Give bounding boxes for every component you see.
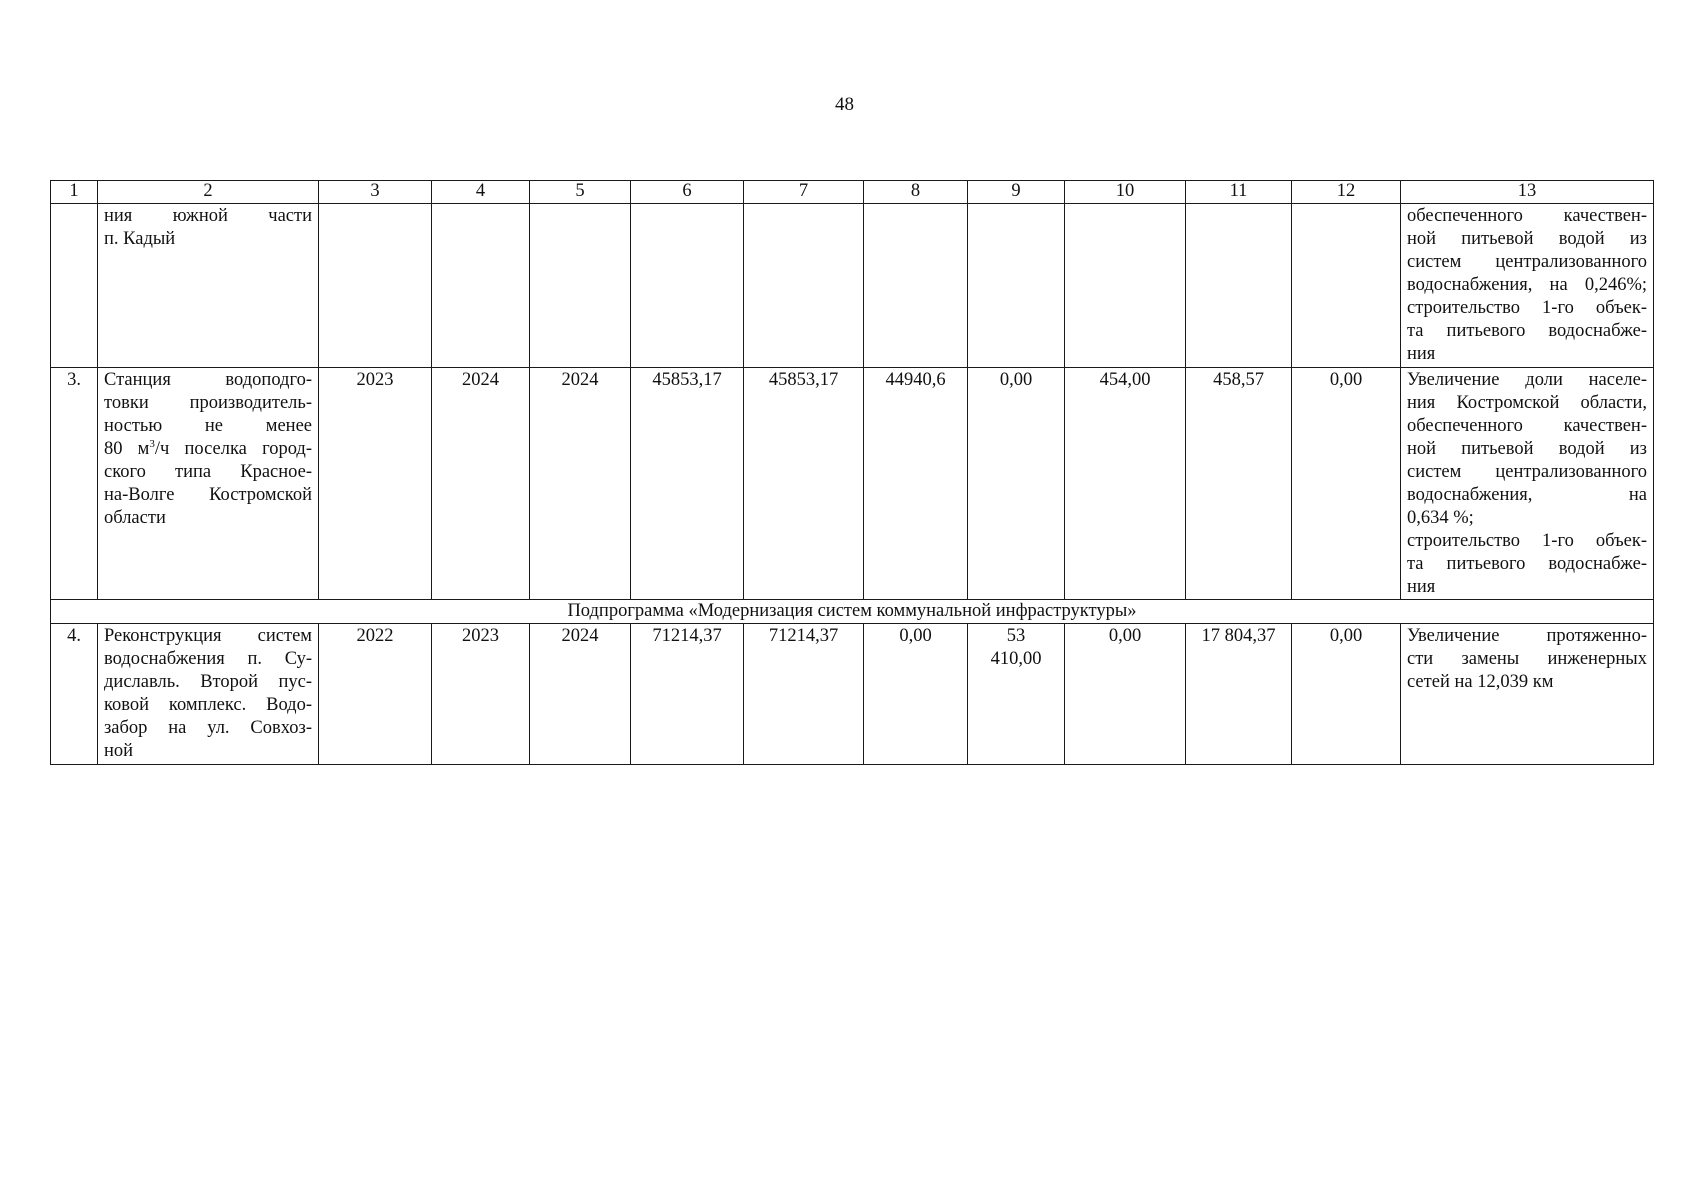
- value-cell: 71214,37: [631, 624, 744, 765]
- result-cell: [1401, 624, 1654, 765]
- result-line: 0,634 %;: [1407, 508, 1474, 528]
- object-name-line: области: [104, 508, 166, 528]
- object-name-line: ностью не менее: [104, 416, 312, 436]
- result-line: ной питьевой водой из: [1407, 439, 1647, 459]
- result-line: строительство 1-го объек-: [1407, 298, 1647, 318]
- result-line: систем централизованного: [1407, 462, 1647, 482]
- value-cell: [631, 204, 744, 368]
- value-cell: [864, 204, 968, 368]
- result-line: та питьевого водоснабже-: [1407, 554, 1647, 574]
- table-row-3: [51, 368, 1654, 600]
- object-name-line: водоснабжения п. Су-: [104, 649, 312, 669]
- column-header-11: 11: [1186, 181, 1292, 204]
- table-row-continued: [51, 204, 1654, 368]
- value-line: 410,00: [990, 649, 1042, 669]
- column-header-13: 13: [1401, 181, 1654, 204]
- result-line: систем централизованного: [1407, 252, 1647, 272]
- value-cell: 2023: [432, 624, 530, 765]
- result-line: обеспеченного качествен-: [1407, 206, 1647, 226]
- value-cell: 2024: [432, 368, 530, 600]
- value-cell: [1186, 204, 1292, 368]
- value-cell: 0,00: [864, 624, 968, 765]
- value-cell: 44940,6: [864, 368, 968, 600]
- value-cell: 454,00: [1065, 368, 1186, 600]
- value-cell: [968, 624, 1065, 765]
- result-line: ния Костромской области,: [1407, 393, 1647, 413]
- object-name-line: диславль. Второй пус-: [104, 672, 312, 692]
- column-header-6: 6: [631, 181, 744, 204]
- start-year-cell: 2022: [319, 624, 432, 765]
- result-line: строительство 1-го объек-: [1407, 531, 1647, 551]
- value-cell: 2024: [530, 368, 631, 600]
- capacity-unit-text: /ч поселка город-: [154, 439, 312, 459]
- value-cell: [432, 204, 530, 368]
- value-cell: 0,00: [968, 368, 1065, 600]
- value-cell: 0,00: [1065, 624, 1186, 765]
- object-name-cell: [98, 204, 319, 368]
- object-name-cell: [98, 624, 319, 765]
- result-line: сти замены инженерных: [1407, 649, 1647, 669]
- object-name-line: Станция водоподго-: [104, 370, 312, 390]
- value-cell: 17 804,37: [1186, 624, 1292, 765]
- result-line: ной питьевой водой из: [1407, 229, 1647, 249]
- value-cell: [319, 204, 432, 368]
- value-cell: [1065, 204, 1186, 368]
- row-number-cell: [51, 204, 98, 368]
- row-number: 3.: [51, 368, 98, 600]
- value-cell: [530, 204, 631, 368]
- column-header-2: 2: [98, 181, 319, 204]
- object-name-line: ния южной части: [104, 206, 312, 226]
- object-name-line: на-Волге Костромской: [104, 485, 312, 505]
- table-row-4: [51, 624, 1654, 765]
- value-cell: 458,57: [1186, 368, 1292, 600]
- column-header-7: 7: [744, 181, 864, 204]
- capacity-value: 80 м: [104, 439, 150, 459]
- investment-table: [50, 180, 1654, 765]
- result-line: та питьевого водоснабже-: [1407, 321, 1647, 341]
- result-line: Увеличение протяженно-: [1407, 626, 1647, 646]
- column-header-12: 12: [1292, 181, 1401, 204]
- value-line: 53: [1006, 626, 1026, 646]
- object-name-line: ского типа Красное-: [104, 462, 312, 482]
- value-cell: 45853,17: [744, 368, 864, 600]
- column-header-3: 3: [319, 181, 432, 204]
- result-line: ния: [1407, 344, 1436, 364]
- result-line: ния: [1407, 577, 1436, 597]
- page-number: 48: [835, 94, 854, 115]
- column-header-10: 10: [1065, 181, 1186, 204]
- value-cell: [744, 204, 864, 368]
- result-cell: [1401, 368, 1654, 600]
- subprogram-row: [51, 600, 1654, 624]
- column-header-9: 9: [968, 181, 1065, 204]
- object-name-line: ной: [104, 741, 134, 761]
- value-cell: 2024: [530, 624, 631, 765]
- row-number: 4.: [51, 624, 98, 765]
- object-name-cell: [98, 368, 319, 600]
- object-name-line: Реконструкция систем: [104, 626, 312, 646]
- column-header-8: 8: [864, 181, 968, 204]
- column-header-5: 5: [530, 181, 631, 204]
- start-year-cell: 2023: [319, 368, 432, 600]
- column-number-row: [51, 181, 1654, 204]
- column-header-4: 4: [432, 181, 530, 204]
- cube-superscript: 3: [149, 437, 155, 450]
- subprogram-title: Подпрограмма «Модернизация систем коммунальной инфраструктуры»: [51, 600, 1654, 624]
- value-cell: 45853,17: [631, 368, 744, 600]
- column-header-1: 1: [51, 181, 98, 204]
- value-cell: [1292, 204, 1401, 368]
- result-line: водоснабжения, на: [1407, 485, 1647, 505]
- object-name-line: забор на ул. Совхоз-: [104, 718, 312, 738]
- object-name-line: товки производитель-: [104, 393, 312, 413]
- result-line: Увеличение доли населе-: [1407, 370, 1647, 390]
- value-cell: 0,00: [1292, 368, 1401, 600]
- value-cell: 0,00: [1292, 624, 1401, 765]
- result-line: сетей на 12,039 км: [1407, 672, 1554, 692]
- value-cell: 71214,37: [744, 624, 864, 765]
- object-name-line: п. Кадый: [104, 229, 176, 249]
- value-cell: [968, 204, 1065, 368]
- object-name-line: ковой комплекс. Водо-: [104, 695, 312, 715]
- result-line: обеспеченного качествен-: [1407, 416, 1647, 436]
- result-cell: [1401, 204, 1654, 368]
- result-line: водоснабжения, на 0,246%;: [1407, 275, 1647, 295]
- object-name-line: [104, 438, 312, 461]
